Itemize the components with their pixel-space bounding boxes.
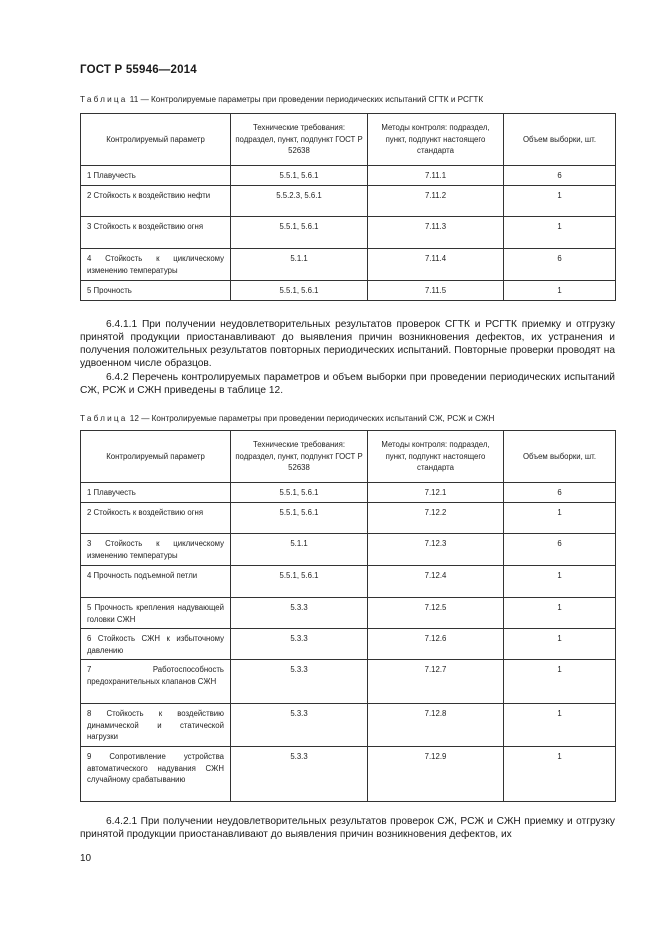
table-11-header-requirements: Технические требования: подраздел, пункт, подпункт ГОСТ Р 52638 [231, 114, 368, 166]
table-cell-requirement: 5.5.1, 5.6.1 [231, 217, 368, 249]
table-cell-sample-size: 6 [504, 249, 616, 281]
table-cell-requirement: 5.5.1, 5.6.1 [231, 166, 368, 186]
table-cell-requirement: 5.5.2.3, 5.6.1 [231, 186, 368, 217]
table-cell-method: 7.12.2 [368, 503, 504, 534]
table-12-header-row [81, 431, 616, 483]
table-cell-method: 7.11.1 [368, 166, 504, 186]
table-cell-sample-size: 1 [504, 186, 616, 217]
paragraph-6-4-2 [80, 371, 615, 397]
table-12-header-requirements: Технические требования: подраздел, пункт, подпункт ГОСТ Р 52638 [231, 431, 368, 483]
table-cell-method: 7.12.7 [368, 660, 504, 704]
page-number: 10 [80, 853, 92, 864]
table-cell-parameter: 5 Прочность крепления надувающей головки СЖН [81, 598, 231, 629]
table-cell-sample-size: 1 [504, 660, 616, 704]
table-cell-sample-size: 6 [504, 166, 616, 186]
table-row [81, 566, 616, 598]
table-cell-requirement: 5.5.1, 5.6.1 [231, 503, 368, 534]
table-cell-requirement: 5.3.3 [231, 704, 368, 747]
table-cell-method: 7.12.5 [368, 598, 504, 629]
table-11-header-parameter: Контролируемый параметр [81, 114, 231, 166]
table-cell-parameter: 1 Плавучесть [81, 483, 231, 503]
table-row [81, 186, 616, 217]
table-11-caption [80, 95, 483, 104]
table-cell-parameter: 5 Прочность [81, 281, 231, 301]
table-cell-method: 7.12.9 [368, 747, 504, 802]
table-cell-requirement: 5.1.1 [231, 249, 368, 281]
table-cell-method: 7.11.4 [368, 249, 504, 281]
table-row [81, 483, 616, 503]
table-12-header-methods: Методы контроля: подраздел, пункт, подпункт настоящего стандарта [368, 431, 504, 483]
table-cell-parameter: 4 Прочность подъемной петли [81, 566, 231, 598]
table-cell-parameter: 6 Стойкость СЖН к избыточному давлению [81, 629, 231, 660]
table-cell-sample-size: 1 [504, 503, 616, 534]
table-cell-method: 7.11.3 [368, 217, 504, 249]
table-cell-requirement: 5.5.1, 5.6.1 [231, 483, 368, 503]
table-row [81, 598, 616, 629]
table-cell-method: 7.12.8 [368, 704, 504, 747]
table-11-header-methods: Методы контроля: подраздел, пункт, подпункт настоящего стандарта [368, 114, 504, 166]
table-cell-parameter: 2 Стойкость к воздействию огня [81, 503, 231, 534]
table-cell-requirement: 5.3.3 [231, 598, 368, 629]
table-12 [80, 430, 616, 802]
table-cell-parameter: 8 Стойкость к воздействию динамической и статической нагрузки [81, 704, 231, 747]
table-11-caption-word: Таблица [80, 95, 128, 104]
table-12-header-parameter: Контролируемый параметр [81, 431, 231, 483]
table-cell-method: 7.12.6 [368, 629, 504, 660]
table-cell-sample-size: 6 [504, 534, 616, 566]
table-cell-requirement: 5.5.1, 5.6.1 [231, 566, 368, 598]
document-code: ГОСТ Р 55946—2014 [80, 64, 197, 76]
table-cell-parameter: 1 Плавучесть [81, 166, 231, 186]
table-row [81, 660, 616, 704]
table-cell-sample-size: 1 [504, 629, 616, 660]
table-11-header-row [81, 114, 616, 166]
table-cell-parameter: 3 Стойкость к воздействию огня [81, 217, 231, 249]
table-cell-sample-size: 1 [504, 704, 616, 747]
table-cell-requirement: 5.3.3 [231, 629, 368, 660]
table-cell-method: 7.11.5 [368, 281, 504, 301]
table-row [81, 281, 616, 301]
table-row [81, 534, 616, 566]
paragraph-6-4-2-1-text: 6.4.2.1 При получении неудовлетворительных результатов проверок СЖ, РСЖ и СЖН приемку и отгрузку принятой продукции приостанавливают до выявления причин возникновения дефектов, их [80, 816, 615, 840]
table-12-caption-word: Таблица [80, 414, 128, 423]
table-cell-sample-size: 1 [504, 747, 616, 802]
table-cell-parameter: 3 Стойкость к циклическому изменению температуры [81, 534, 231, 566]
table-cell-method: 7.12.4 [368, 566, 504, 598]
table-cell-sample-size: 1 [504, 598, 616, 629]
table-cell-method: 7.12.1 [368, 483, 504, 503]
table-row [81, 217, 616, 249]
table-cell-sample-size: 1 [504, 566, 616, 598]
table-cell-sample-size: 1 [504, 281, 616, 301]
table-row [81, 166, 616, 186]
table-11-caption-number: 11 [129, 95, 139, 104]
paragraph-6-4-2-1 [80, 815, 615, 841]
table-cell-parameter: 4 Стойкость к циклическому изменению температуры [81, 249, 231, 281]
paragraph-6-4-2-text: 6.4.2 Перечень контролируемых параметров и объем выборки при проведении периодических испытаний СЖ, РСЖ и СЖН приведены в таблице 12. [80, 372, 615, 396]
table-cell-requirement: 5.3.3 [231, 660, 368, 704]
table-row [81, 704, 616, 747]
table-cell-method: 7.11.2 [368, 186, 504, 217]
table-cell-requirement: 5.5.1, 5.6.1 [231, 281, 368, 301]
table-cell-parameter: 7 Работоспособность предохранительных клапанов СЖН [81, 660, 231, 704]
table-cell-parameter: 9 Сопротивление устройства автоматического надувания СЖН случайному срабатыванию [81, 747, 231, 802]
table-11 [80, 113, 616, 301]
table-row [81, 249, 616, 281]
table-row [81, 503, 616, 534]
table-cell-parameter: 2 Стойкость к воздействию нефти [81, 186, 231, 217]
table-cell-sample-size: 1 [504, 217, 616, 249]
paragraph-6-4-1-1 [80, 318, 615, 370]
table-11-caption-text: — Контролируемые параметры при проведении периодических испытаний СГТК и РСГТК [140, 95, 484, 104]
table-row [81, 747, 616, 802]
table-cell-requirement: 5.1.1 [231, 534, 368, 566]
paragraph-6-4-1-1-text: 6.4.1.1 При получении неудовлетворительных результатов проверок СГТК и РСГТК приемку и отгрузку принятой продукции приостанавливают до выявления причин возникновения дефектов, их устранения и получения положительных результатов повторных периодических испытаний. Повторные проверки проводят на удвоенном числе образцов. [80, 319, 615, 369]
table-12-caption-text: — Контролируемые параметры при проведении периодических испытаний СЖ, РСЖ и СЖН [141, 414, 495, 423]
table-12-header-sample-size: Объем выборки, шт. [504, 431, 616, 483]
table-11-header-sample-size: Объем выборки, шт. [504, 114, 616, 166]
table-12-caption-number: 12 [129, 414, 139, 423]
table-cell-requirement: 5.3.3 [231, 747, 368, 802]
table-cell-sample-size: 6 [504, 483, 616, 503]
table-cell-method: 7.12.3 [368, 534, 504, 566]
table-12-caption [80, 414, 494, 423]
table-row [81, 629, 616, 660]
